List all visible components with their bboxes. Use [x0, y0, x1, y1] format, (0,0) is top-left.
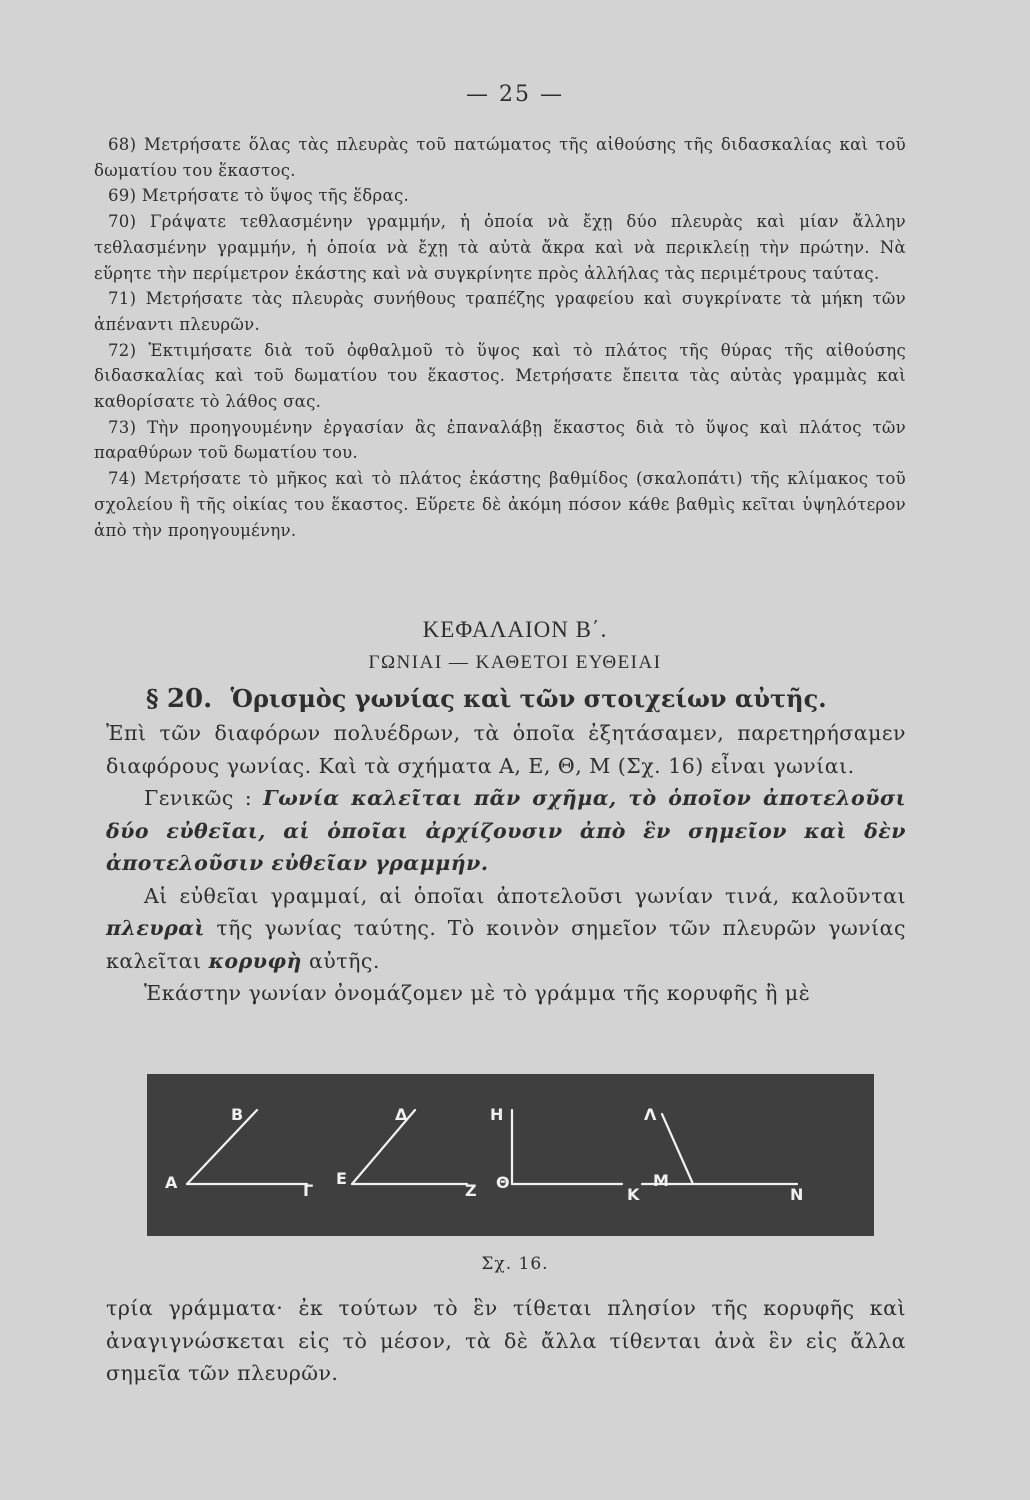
label-n: Ν — [790, 1185, 804, 1204]
paragraph-sides — [106, 880, 906, 978]
label-d: Δ — [395, 1105, 408, 1124]
exercise-69: 69) Μετρήσατε τὸ ὕψος τῆς ἕδρας. — [108, 186, 410, 206]
angle-a-side-ab — [187, 1110, 257, 1184]
figure-angles — [147, 1074, 874, 1236]
exercise-71: 71) Μετρήσατε τὰς πλευρὰς συνήθους τραπέζης γραφείου καὶ συγκρίνατε τὰ μήκη τῶν ἀπέναντι πλευρῶν. — [94, 289, 906, 334]
exercise-72: 72) Ἐκτιμήσατε διὰ τοῦ ὀφθαλμοῦ τὸ ὕψος καὶ τὸ πλάτος τῆς θύρας τῆς αἰθούσης διδασκαλίας καὶ τοῦ δωματίου του ἕκαστος. Μετρήσατε ἔπειτα τὰς αὐτὰς γραμμὰς καὶ καθορίσατε τὸ λάθος σας. — [94, 340, 906, 412]
label-e: Ε — [336, 1169, 347, 1188]
paragraph-intro: Ἐπὶ τῶν διαφόρων πολυέδρων, τὰ ὁποῖα ἐξητάσαμεν, παρετηρήσαμεν διαφόρους γωνίας. Καὶ τὰ σχήματα Α, Ε, Θ, Μ (Σχ. 16) εἶναι γωνίαι. — [106, 721, 906, 778]
section-title: Ὁρισμὸς γωνίας καὶ τῶν στοιχείων αὐτῆς. — [230, 684, 827, 713]
exercise-68: 68) Μετρήσατε ὅλας τὰς πλευρὰς τοῦ πατώματος τῆς αἰθούσης τῆς διδασκαλίας καὶ τοῦ δωματίου του ἕκαστος. — [94, 135, 906, 180]
exercise-70: 70) Γράψατε τεθλασμένην γραμμήν, ἡ ὁποία νὰ ἔχῃ δύο πλευρὰς καὶ μίαν ἄλλην τεθλασμένην γραμμήν, ἡ ὁποία νὰ ἔχῃ τὰ αὐτὰ ἄκρα καὶ νὰ περικλείῃ τὴν πρώτην. Νὰ εὕρητε τὴν περίμετρον ἑκάστης καὶ νὰ συγκρίνητε πρὸς ἀλλήλας τὰς περιμέτρους ταύτας. — [94, 212, 906, 283]
sides-text-1: Αἱ εὐθεῖαι γραμμαί, αἱ ὁποῖαι ἀποτελοῦσι γωνίαν τινά, καλοῦνται — [144, 883, 906, 908]
section-heading — [146, 684, 827, 714]
label-m: Μ — [653, 1171, 669, 1190]
chapter-title: ΚΕΦΑΛΑΙΟΝ Β΄. — [422, 617, 608, 642]
definition-lead: Γενικῶς : — [144, 786, 253, 810]
sides-text-3: αὐτῆς. — [308, 948, 380, 973]
body-text — [106, 717, 906, 1010]
body-text-continued — [106, 1292, 906, 1390]
label-h: Η — [490, 1105, 504, 1124]
label-z: Ζ — [465, 1181, 477, 1200]
paragraph-three-letters: τρία γράμματα· ἐκ τούτων τὸ ἓν τίθεται πλησίον τῆς κορυφῆς καὶ ἀναγιγνώσκεται εἰς τὸ μέσον, τὰ δὲ ἄλλα τίθενται ἀνὰ ἓν εἰς ἄλλα σημεῖα τῶν πλευρῶν. — [106, 1296, 906, 1385]
label-g: Γ — [303, 1181, 314, 1200]
page-number: — 25 — — [466, 82, 564, 107]
paragraph-naming: Ἑκάστην γωνίαν ὀνομάζομεν μὲ τὸ γράμμα τῆς κορυφῆς ἢ μὲ — [144, 981, 811, 1005]
label-b: Β — [231, 1105, 244, 1124]
label-a: Α — [165, 1173, 178, 1192]
exercise-74: 74) Μετρήσατε τὸ μῆκος καὶ τὸ πλάτος ἑκάστης βαθμίδος (σκαλοπάτι) τῆς κλίμακος τοῦ σχολείου ἢ τῆς οἰκίας του ἕκαστος. Εὕρετε δὲ ἀκόμη πόσον κάθε βαθμὶς κεῖται ὑψηλότερον ἀπὸ τὴν προηγουμένην. — [94, 469, 906, 540]
exercise-73: 73) Τὴν προηγουμένην ἐργασίαν ἂς ἐπαναλάβῃ ἕκαστος διὰ τὸ ὕψος καὶ πλάτος τῶν παραθύρων τοῦ δωματίου του. — [94, 417, 906, 463]
label-k: Κ — [627, 1185, 640, 1204]
angle-diagram — [147, 1074, 874, 1236]
section-number: 20. — [166, 684, 213, 714]
label-l: Λ — [644, 1105, 657, 1124]
exercise-list — [94, 132, 906, 543]
chapter-subtitle: ΓΩΝΙΑΙ — ΚΑΘΕΤΟΙ ΕΥΘΕΙΑΙ — [368, 652, 662, 673]
paragraph-definition — [106, 782, 906, 880]
section-symbol: § — [146, 684, 159, 713]
sides-text-2: τῆς γωνίας ταύτης. Τὸ κοινὸν σημεῖον τῶν πλευρῶν γωνίας καλεῖται — [106, 916, 906, 973]
term-vertex: κορυφὴ — [208, 948, 302, 973]
label-th: Θ — [496, 1173, 510, 1192]
definition-text: Γωνία καλεῖται πᾶν σχῆμα, τὸ ὁποῖον ἀποτελοῦσι δύο εὐθεῖαι, αἱ ὁποῖαι ἀρχίζουσιν ἀπὸ ἓν σημεῖον καὶ δὲν ἀποτελοῦσιν εὐθεῖαν γραμμήν. — [106, 786, 906, 875]
figure-caption: Σχ. 16. — [481, 1254, 549, 1274]
term-sides: πλευραὶ — [106, 916, 205, 940]
